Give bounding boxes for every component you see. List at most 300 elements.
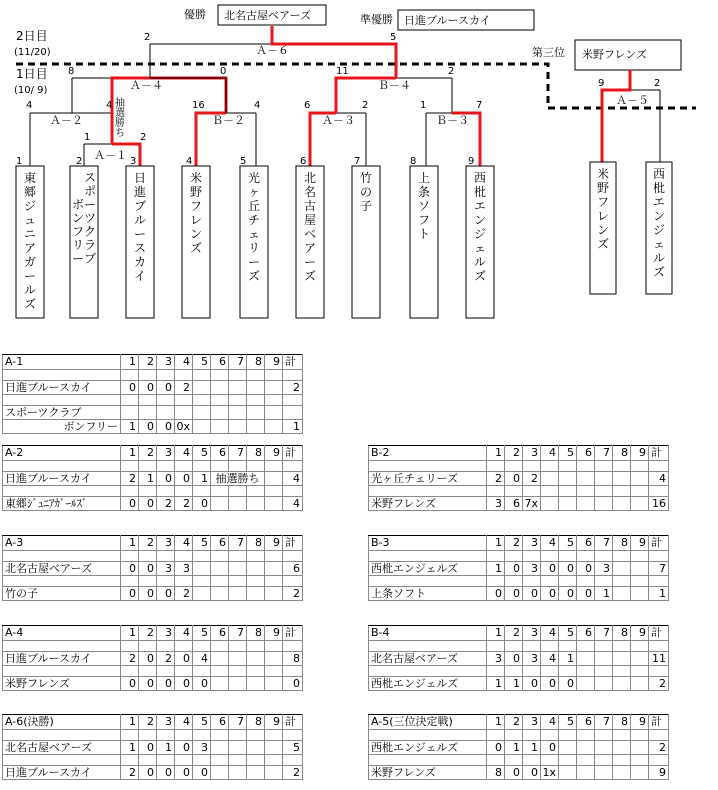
inning-header: 5 (559, 446, 577, 461)
inning-score (577, 766, 595, 780)
inning-header: 3 (523, 446, 541, 461)
inning-header: 7 (229, 355, 247, 370)
inning-score (247, 381, 265, 395)
score-a3-right: 2 (362, 100, 369, 111)
team-name: 米野フレンズ (3, 677, 121, 691)
inning-score (559, 497, 577, 511)
inning-score: 0 (139, 652, 157, 666)
seed-8: 8 (410, 156, 417, 167)
inning-score (193, 587, 211, 601)
team-name: 西枇エンジェルズ (369, 562, 487, 576)
scoreboard-a4 (2, 625, 303, 691)
inning-header: 5 (193, 715, 211, 730)
inning-score (577, 472, 595, 486)
inning-score: 0 (577, 587, 595, 601)
inning-score (595, 741, 613, 755)
inning-header: 1 (487, 446, 505, 461)
scoreboard-a2 (2, 445, 303, 511)
inning-header: 6 (577, 446, 595, 461)
inning-score: 4 (193, 652, 211, 666)
total-header: 計 (283, 536, 303, 551)
score-row (369, 497, 669, 511)
inning-header: 8 (613, 446, 631, 461)
inning-header: 2 (139, 446, 157, 461)
inning-score (211, 420, 229, 434)
inning-score (631, 497, 649, 511)
inning-score (229, 741, 247, 755)
team-name: 西枇エンジェルズ (369, 677, 487, 691)
inning-header: 1 (121, 355, 139, 370)
team-name-5: 光ヶ丘チェリーズ (247, 171, 261, 283)
inning-score (247, 766, 265, 780)
inning-score: 1 (139, 472, 157, 486)
inning-score (595, 652, 613, 666)
total-score: 11 (649, 652, 669, 666)
inning-score: 1 (595, 587, 613, 601)
team-name-line1: スポーツクラブ (3, 406, 121, 420)
tournament-bracket (0, 0, 718, 330)
inning-header: 6 (211, 355, 229, 370)
inning-header: 3 (523, 626, 541, 641)
inning-score: 0 (157, 677, 175, 691)
inning-score (229, 497, 247, 511)
total-score: 1 (283, 420, 303, 434)
inning-header: 9 (265, 536, 283, 551)
inning-score: 0 (541, 562, 559, 576)
score-a2-left: 4 (26, 100, 33, 111)
inning-score (613, 497, 631, 511)
inning-header: 5 (193, 626, 211, 641)
inning-score: 0 (505, 587, 523, 601)
total-score: 5 (283, 741, 303, 755)
inning-score (595, 472, 613, 486)
inning-header: 2 (505, 446, 523, 461)
inning-score (265, 420, 283, 434)
inning-score: 2 (175, 381, 193, 395)
inning-score (265, 381, 283, 395)
inning-header: 1 (487, 536, 505, 551)
inning-score (229, 677, 247, 691)
inning-header: 9 (631, 626, 649, 641)
inning-header: 8 (613, 626, 631, 641)
inning-score (613, 741, 631, 755)
inning-header: 4 (175, 355, 193, 370)
label-a4: Ａ－４ (130, 79, 163, 92)
inning-score: 3 (175, 562, 193, 576)
lottery-win-char: ち (115, 128, 125, 139)
inning-score (247, 652, 265, 666)
scoreboard-a3 (2, 535, 303, 601)
team-name-8: 上条ソフト (417, 171, 431, 241)
inning-header: 7 (229, 446, 247, 461)
inning-score: 0 (121, 562, 139, 576)
score-row (369, 562, 669, 576)
inning-header: 7 (595, 715, 613, 730)
inning-score: 2 (121, 766, 139, 780)
inning-header: 6 (577, 626, 595, 641)
score-a6-left: 2 (144, 32, 151, 43)
inning-score: 0 (523, 587, 541, 601)
score-b4-left: 11 (336, 66, 349, 77)
champion-label: 優勝 (184, 8, 206, 21)
inning-score: 0 (541, 587, 559, 601)
score-a4-left: 8 (68, 66, 75, 77)
inning-header: 5 (193, 355, 211, 370)
inning-score: 0 (139, 497, 157, 511)
inning-score (247, 587, 265, 601)
inning-header: 8 (247, 355, 265, 370)
inning-score: 0 (175, 652, 193, 666)
inning-score: 0 (121, 381, 139, 395)
inning-header: 4 (541, 446, 559, 461)
inning-score (265, 652, 283, 666)
inning-score: 0 (487, 587, 505, 601)
inning-score: 3 (487, 497, 505, 511)
inning-score (631, 472, 649, 486)
total-header: 計 (283, 355, 303, 370)
inning-header: 5 (193, 446, 211, 461)
score-a2-right: 4 (106, 100, 113, 111)
total-score: 16 (649, 497, 669, 511)
inning-score: 1 (559, 652, 577, 666)
inning-header: 5 (193, 536, 211, 551)
total-score: 2 (283, 381, 303, 395)
inning-header: 1 (121, 446, 139, 461)
inning-header: 2 (505, 536, 523, 551)
score-b2-left: 16 (192, 100, 205, 111)
seed-3: 3 (130, 156, 137, 167)
inning-score (265, 677, 283, 691)
inning-header: 6 (577, 536, 595, 551)
inning-header: 1 (121, 626, 139, 641)
inning-score: 2 (175, 587, 193, 601)
inning-header: 3 (157, 355, 175, 370)
total-score: 7 (649, 562, 669, 576)
total-header: 計 (649, 536, 669, 551)
inning-score: 3 (523, 562, 541, 576)
inning-score: 3 (487, 652, 505, 666)
inning-header: 6 (211, 626, 229, 641)
inning-score: 0 (157, 381, 175, 395)
score-row (369, 472, 669, 486)
inning-score: 0 (193, 497, 211, 511)
inning-header: 8 (247, 536, 265, 551)
inning-score (613, 472, 631, 486)
inning-score: 1 (505, 741, 523, 755)
inning-score (631, 587, 649, 601)
inning-score: 2 (175, 497, 193, 511)
inning-header: 3 (157, 715, 175, 730)
team-name-2-b: ボンフリー (71, 197, 85, 266)
inning-header: 1 (121, 536, 139, 551)
inning-header: 3 (523, 536, 541, 551)
inning-score: 8 (487, 766, 505, 780)
inning-score: 0x (175, 420, 193, 434)
team-name: 北名古屋ベアーズ (369, 652, 487, 666)
inning-score (613, 677, 631, 691)
inning-header: 5 (559, 715, 577, 730)
scoreboard-a1 (2, 354, 303, 434)
inning-score: 0 (175, 766, 193, 780)
inning-header: 6 (211, 536, 229, 551)
score-b2-right: 4 (254, 100, 261, 111)
inning-score: 1 (487, 677, 505, 691)
seed-6: 6 (300, 156, 307, 167)
day1-date: (10/ 9) (14, 85, 48, 96)
inning-score: 0 (139, 741, 157, 755)
inning-score: 0 (487, 741, 505, 755)
inning-header: 9 (265, 715, 283, 730)
scoreboard-title: A-3 (3, 536, 121, 551)
inning-score: 1 (505, 677, 523, 691)
inning-score: 0 (139, 420, 157, 434)
inning-score: 0 (157, 587, 175, 601)
seed-9: 9 (468, 156, 475, 167)
inning-score: 0 (505, 472, 523, 486)
inning-score: 0 (541, 677, 559, 691)
inning-score: 2 (121, 652, 139, 666)
inning-score (211, 766, 229, 780)
inning-score (577, 652, 595, 666)
inning-header: 1 (487, 626, 505, 641)
inning-header: 9 (265, 446, 283, 461)
total-score: 4 (283, 472, 303, 486)
inning-header: 7 (229, 536, 247, 551)
scoreboard-title: B-4 (369, 626, 487, 641)
inning-score (265, 587, 283, 601)
inning-score: 0 (541, 741, 559, 755)
inning-score (193, 381, 211, 395)
inning-score: 0 (505, 652, 523, 666)
team-name: 西枇エンジェルズ (369, 741, 487, 755)
third-label: 第三位 (532, 46, 565, 59)
score-row (3, 652, 303, 666)
inning-header: 8 (247, 626, 265, 641)
total-header: 計 (649, 626, 669, 641)
inning-header: 3 (157, 536, 175, 551)
inning-header: 2 (139, 715, 157, 730)
scoreboard-title: A-5(三位決定戦) (369, 715, 487, 730)
seed-5: 5 (240, 156, 247, 167)
score-row (3, 381, 303, 395)
total-header: 計 (283, 626, 303, 641)
champion-team: 北名古屋ベアーズ (224, 9, 312, 22)
score-a3-left: 6 (304, 100, 311, 111)
inning-header: 9 (631, 446, 649, 461)
inning-score: 3 (193, 741, 211, 755)
inning-score: 1 (193, 472, 211, 486)
team-name-6: 北名古屋ベアーズ (303, 171, 317, 283)
score-row (369, 652, 669, 666)
total-score: 9 (649, 766, 669, 780)
inning-score (229, 381, 247, 395)
inning-score: 0 (139, 677, 157, 691)
score-a1-left: 1 (84, 132, 91, 143)
inning-header: 2 (139, 355, 157, 370)
inning-score (559, 472, 577, 486)
inning-score: 1 (121, 741, 139, 755)
score-b3-left: 1 (420, 100, 427, 111)
inning-score: 1x (541, 766, 559, 780)
lottery-win-note (115, 96, 126, 139)
inning-score (595, 677, 613, 691)
inning-score: 4 (541, 652, 559, 666)
score-row (369, 677, 669, 691)
third-team: 米野フレンズ (582, 48, 647, 61)
inning-score (559, 741, 577, 755)
inning-header: 4 (175, 626, 193, 641)
inning-score (193, 420, 211, 434)
inning-score: 2 (157, 497, 175, 511)
inning-score: 3 (523, 652, 541, 666)
score-row (3, 497, 303, 511)
inning-score (595, 497, 613, 511)
inning-score (631, 562, 649, 576)
total-header: 計 (283, 446, 303, 461)
team-name: 上条ソフト (369, 587, 487, 601)
inning-score: 0 (139, 587, 157, 601)
scoreboard-title: B-2 (369, 446, 487, 461)
inning-header: 2 (139, 536, 157, 551)
score-row (3, 677, 303, 691)
inning-score (265, 472, 283, 486)
team-name-3: 日進ブルースカイ (133, 171, 147, 283)
inning-score: 1 (157, 741, 175, 755)
score-row (369, 766, 669, 780)
inning-score (229, 420, 247, 434)
inning-header: 6 (211, 446, 229, 461)
inning-header: 7 (595, 536, 613, 551)
inning-score (247, 497, 265, 511)
score-a5-right: 2 (654, 78, 661, 89)
day1-label: 1日目 (16, 67, 48, 81)
inning-score (211, 381, 229, 395)
inning-score: 0 (523, 766, 541, 780)
inning-score: 0 (121, 677, 139, 691)
inning-score (193, 562, 211, 576)
team-name-4: 米野フレンズ (189, 171, 203, 255)
inning-score (229, 587, 247, 601)
team-name: 竹の子 (3, 587, 121, 601)
inning-score (613, 587, 631, 601)
total-score: 8 (283, 652, 303, 666)
inning-score (631, 677, 649, 691)
third-team-name-1: 米野フレンズ (596, 167, 610, 251)
inning-score (211, 677, 229, 691)
inning-score: 0 (193, 677, 211, 691)
total-header: 計 (649, 715, 669, 730)
inning-score (247, 741, 265, 755)
team-name: 日進ブルースカイ (3, 652, 121, 666)
day2-label: 2日目 (16, 29, 48, 43)
total-header: 計 (283, 715, 303, 730)
scoreboard-b2 (368, 445, 669, 511)
day2-date: (11/20) (14, 47, 51, 58)
inning-score: 0 (559, 562, 577, 576)
inning-header: 8 (247, 446, 265, 461)
team-name-9: 西枇エンジェルズ (473, 171, 487, 283)
inning-header: 4 (541, 715, 559, 730)
inning-score (631, 766, 649, 780)
inning-score: 2 (157, 652, 175, 666)
inning-score: 0 (157, 766, 175, 780)
inning-score (211, 741, 229, 755)
score-a5-left: 9 (598, 78, 605, 89)
total-score: 2 (649, 741, 669, 755)
lottery-note: 抽選勝ち (211, 472, 265, 486)
inning-header: 4 (541, 626, 559, 641)
inning-score: 0 (577, 562, 595, 576)
inning-score: 2 (523, 472, 541, 486)
runnerup-label: 準優勝 (360, 13, 393, 26)
inning-score: 2 (121, 472, 139, 486)
team-name: 東郷ｼﾞｭﾆｱｶﾞｰﾙｽﾞ (3, 497, 121, 511)
inning-score (265, 766, 283, 780)
inning-score (631, 741, 649, 755)
team-name: 光ヶ丘チェリーズ (369, 472, 487, 486)
scoreboard-title: B-3 (369, 536, 487, 551)
inning-score: 0 (157, 420, 175, 434)
score-row (3, 587, 303, 601)
total-score: 1 (649, 587, 669, 601)
lottery-win-char: 勝 (115, 118, 125, 129)
inning-score: 6 (505, 497, 523, 511)
inning-header: 5 (559, 536, 577, 551)
inning-score: 0 (559, 587, 577, 601)
total-header: 計 (649, 446, 669, 461)
inning-header: 6 (211, 715, 229, 730)
total-score: 0 (283, 677, 303, 691)
inning-score (541, 497, 559, 511)
third-team-name-2: 西枇エンジェルズ (652, 167, 666, 279)
inning-score (229, 562, 247, 576)
team-name-2-a: スポーツクラブ (83, 170, 97, 266)
label-b3: Ｂ－３ (436, 114, 469, 127)
team-name: 日進ブルースカイ (3, 766, 121, 780)
scoreboard-title: A-2 (3, 446, 121, 461)
team-name: 北名古屋ベアーズ (3, 741, 121, 755)
inning-score: 0 (157, 472, 175, 486)
inning-score: 7x (523, 497, 541, 511)
team-name-1: 東郷ジュニアガールズ (23, 171, 37, 311)
total-score: 6 (283, 562, 303, 576)
inning-header: 6 (577, 715, 595, 730)
label-a2: Ａ－２ (50, 114, 83, 127)
inning-header: 9 (265, 355, 283, 370)
team-name: 日進ブルースカイ (3, 472, 121, 486)
inning-header: 3 (157, 446, 175, 461)
inning-score (211, 497, 229, 511)
inning-score (577, 497, 595, 511)
score-row (3, 741, 303, 755)
inning-score (577, 677, 595, 691)
team-names (24, 166, 665, 311)
inning-header: 5 (559, 626, 577, 641)
inning-score (613, 562, 631, 576)
inning-header: 8 (613, 536, 631, 551)
team-name: ボンフリー (3, 420, 121, 434)
score-a6-right: 5 (390, 32, 397, 43)
score-row (3, 472, 303, 486)
seed-1: 1 (16, 156, 23, 167)
inning-score (577, 741, 595, 755)
inning-header: 4 (541, 536, 559, 551)
inning-score (229, 652, 247, 666)
scoreboard-title: A-6(決勝) (3, 715, 121, 730)
inning-header: 9 (265, 626, 283, 641)
inning-score: 3 (157, 562, 175, 576)
score-b4-right: 2 (448, 66, 455, 77)
